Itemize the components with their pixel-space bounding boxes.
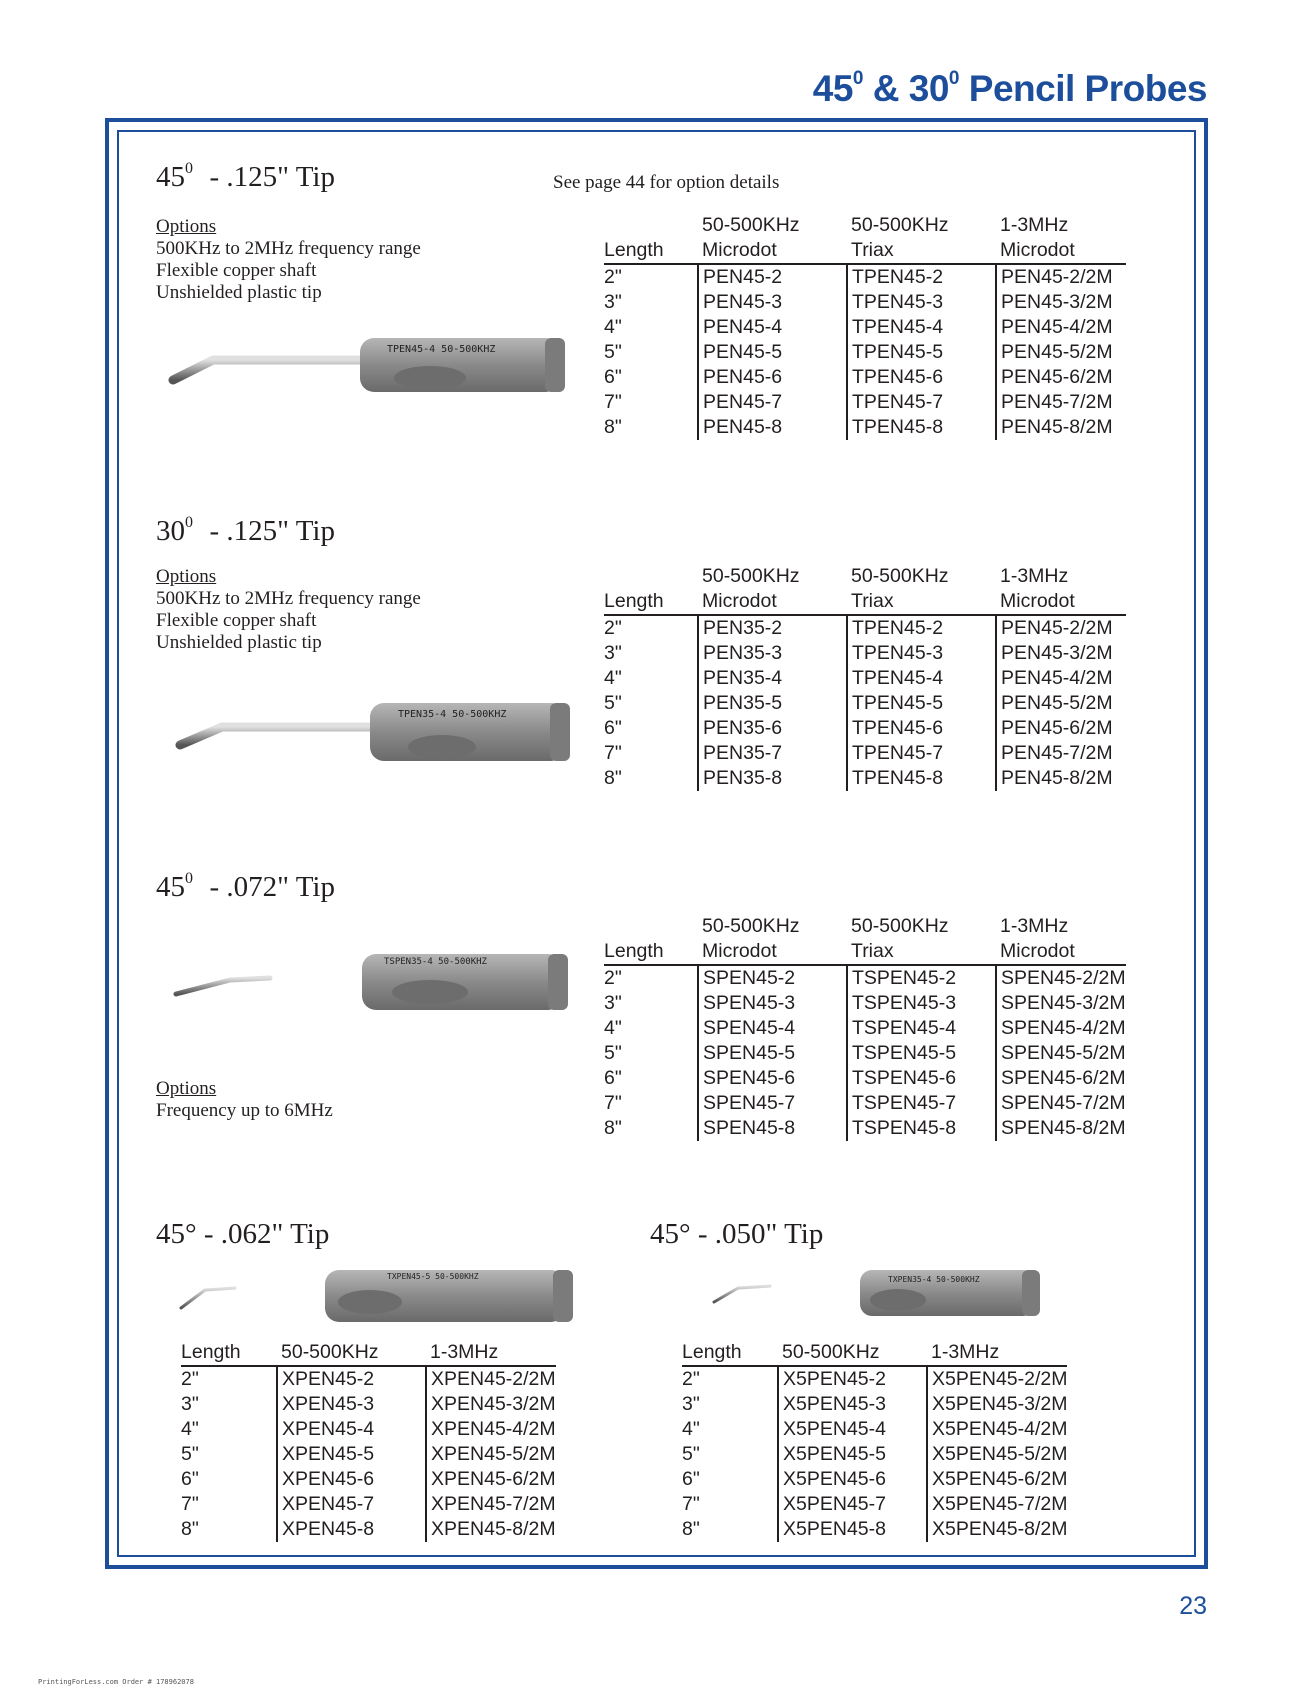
- option-item: 500KHz to 2MHz frequency range: [156, 238, 421, 259]
- part-table-45-072: [604, 914, 1126, 1141]
- table-row: 5" SPEN45-5 TSPEN45-5 SPEN45-5/2M: [604, 1042, 1126, 1064]
- table-row: 4" XPEN45-4 XPEN45-4/2M: [181, 1418, 556, 1440]
- section-title-45-062: 45° - .062" Tip: [156, 1218, 330, 1250]
- option-item: Frequency up to 6MHz: [156, 1100, 333, 1121]
- table-row: 4" SPEN45-4 TSPEN45-4 SPEN45-4/2M: [604, 1017, 1126, 1039]
- print-footer: PrintingForLess.com Order # 178962078: [38, 1678, 194, 1686]
- table-row: 6" SPEN45-6 TSPEN45-6 SPEN45-6/2M: [604, 1067, 1126, 1089]
- table-row: 8" XPEN45-8 XPEN45-8/2M: [181, 1518, 556, 1540]
- probe-label: TXPEN45-5 50-500KHZ: [387, 1272, 479, 1281]
- table-row: 6" X5PEN45-6 X5PEN45-6/2M: [682, 1468, 1068, 1490]
- table-row: 3" X5PEN45-3 X5PEN45-3/2M: [682, 1393, 1068, 1415]
- options-heading: Options: [156, 1078, 217, 1099]
- option-item: Unshielded plastic tip: [156, 632, 322, 653]
- table-row: 8" X5PEN45-8 X5PEN45-8/2M: [682, 1518, 1068, 1540]
- table-row: 4" X5PEN45-4 X5PEN45-4/2M: [682, 1418, 1068, 1440]
- options-block-3: [156, 1078, 333, 1122]
- probe-label: TSPEN35-4 50-500KHZ: [384, 957, 487, 967]
- part-table-30-125: [604, 564, 1126, 791]
- table-row: 2" XPEN45-2 XPEN45-2/2M: [181, 1368, 556, 1390]
- table-row: 5" PEN35-5 TPEN45-5 PEN45-5/2M: [604, 691, 1126, 716]
- table-row: 3" PEN45-3 TPEN45-3 PEN45-3/2M: [604, 290, 1126, 315]
- table-header-row: Length Microdot Triax Microdot: [604, 939, 1126, 965]
- table-row: 7" XPEN45-7 XPEN45-7/2M: [181, 1493, 556, 1515]
- table-header-row: 50-500KHz 50-500KHz 1-3MHz: [702, 565, 1069, 587]
- table-row: 6" PEN35-6 TPEN45-6 PEN45-6/2M: [604, 716, 1126, 741]
- options-heading: Options: [156, 566, 217, 587]
- see-page-note: See page 44 for option details: [553, 172, 780, 193]
- probe-image-tpen35: [170, 695, 590, 785]
- page-title: $45^0$ & $30^0$ Pencil Probes: [812, 68, 1207, 109]
- part-table-45-050: [682, 1340, 1067, 1542]
- table-row: 7" SPEN45-7 TSPEN45-7 SPEN45-7/2M: [604, 1092, 1126, 1114]
- table-row: 3" PEN35-3 TPEN45-3 PEN45-3/2M: [604, 641, 1126, 666]
- section-title-45-125: $45^0 - .125$" Tip: [156, 160, 335, 193]
- part-table-45-062: [181, 1340, 556, 1542]
- option-item: Flexible copper shaft: [156, 610, 317, 631]
- probe-label: TXPEN35-4 50-500KHZ: [888, 1275, 980, 1284]
- options-block-1: [156, 216, 421, 304]
- probe-image-txpen45: [175, 1262, 585, 1337]
- table-row: 6" XPEN45-6 XPEN45-6/2M: [181, 1468, 556, 1490]
- table-row: 5" X5PEN45-5 X5PEN45-5/2M: [682, 1443, 1068, 1465]
- table-row: 8" SPEN45-8 TSPEN45-8 SPEN45-8/2M: [604, 1117, 1126, 1139]
- options-block-2: [156, 566, 421, 654]
- table-row: 7" PEN45-7 TPEN45-7 PEN45-7/2M: [604, 390, 1126, 415]
- table-row: 3" SPEN45-3 TSPEN45-3 SPEN45-3/2M: [604, 992, 1126, 1014]
- page-number: 23: [1179, 1592, 1207, 1620]
- table-row: 7" X5PEN45-7 X5PEN45-7/2M: [682, 1493, 1068, 1515]
- table-header-row: 50-500KHz 50-500KHz 1-3MHz: [702, 915, 1069, 937]
- table-row: 2" PEN35-2 TPEN45-2 PEN45-2/2M: [604, 615, 1126, 641]
- probe-label: TPEN45-4 50-500KHZ: [387, 344, 496, 355]
- probe-image-txpen35: [710, 1264, 1050, 1334]
- table-row: 4" PEN45-4 TPEN45-4 PEN45-4/2M: [604, 315, 1126, 340]
- table-row: 3" XPEN45-3 XPEN45-3/2M: [181, 1393, 556, 1415]
- part-table-45-125: [604, 213, 1126, 440]
- table-header-row: Length Microdot Triax Microdot: [604, 238, 1126, 264]
- table-row: 5" PEN45-5 TPEN45-5 PEN45-5/2M: [604, 340, 1126, 365]
- table-row: 5" XPEN45-5 XPEN45-5/2M: [181, 1443, 556, 1465]
- table-row: 2" X5PEN45-2 X5PEN45-2/2M: [682, 1368, 1068, 1390]
- probe-label: TPEN35-4 50-500KHZ: [398, 709, 507, 720]
- table-row: 6" PEN45-6 TPEN45-6 PEN45-6/2M: [604, 365, 1126, 390]
- option-item: 500KHz to 2MHz frequency range: [156, 588, 421, 609]
- section-title-30-125: $30^0 - .125$" Tip: [156, 514, 335, 547]
- table-row: 4" PEN35-4 TPEN45-4 PEN45-4/2M: [604, 666, 1126, 691]
- options-heading: Options: [156, 216, 217, 237]
- table-header-row: Length 50-500KHz 1-3MHz: [682, 1340, 1067, 1366]
- probe-image-tpen45: [165, 330, 585, 410]
- table-header-row: Length 50-500KHz 1-3MHz: [181, 1340, 556, 1366]
- section-title-45-050: 45° - .050" Tip: [650, 1218, 824, 1250]
- section-title-45-072: $45^0 - .072$" Tip: [156, 870, 335, 903]
- option-item: Unshielded plastic tip: [156, 282, 322, 303]
- probe-image-tspen35: [170, 948, 580, 1028]
- table-row: 8" PEN35-8 TPEN45-8 PEN45-8/2M: [604, 766, 1126, 791]
- table-row: 2" SPEN45-2 TSPEN45-2 SPEN45-2/2M: [604, 967, 1126, 989]
- table-header-row: 50-500KHz 50-500KHz 1-3MHz: [702, 214, 1069, 236]
- table-row: 7" PEN35-7 TPEN45-7 PEN45-7/2M: [604, 741, 1126, 766]
- option-item: Flexible copper shaft: [156, 260, 317, 281]
- table-row: 8" PEN45-8 TPEN45-8 PEN45-8/2M: [604, 415, 1126, 440]
- table-header-row: Length Microdot Triax Microdot: [604, 589, 1126, 615]
- table-row: 2" PEN45-2 TPEN45-2 PEN45-2/2M: [604, 264, 1126, 290]
